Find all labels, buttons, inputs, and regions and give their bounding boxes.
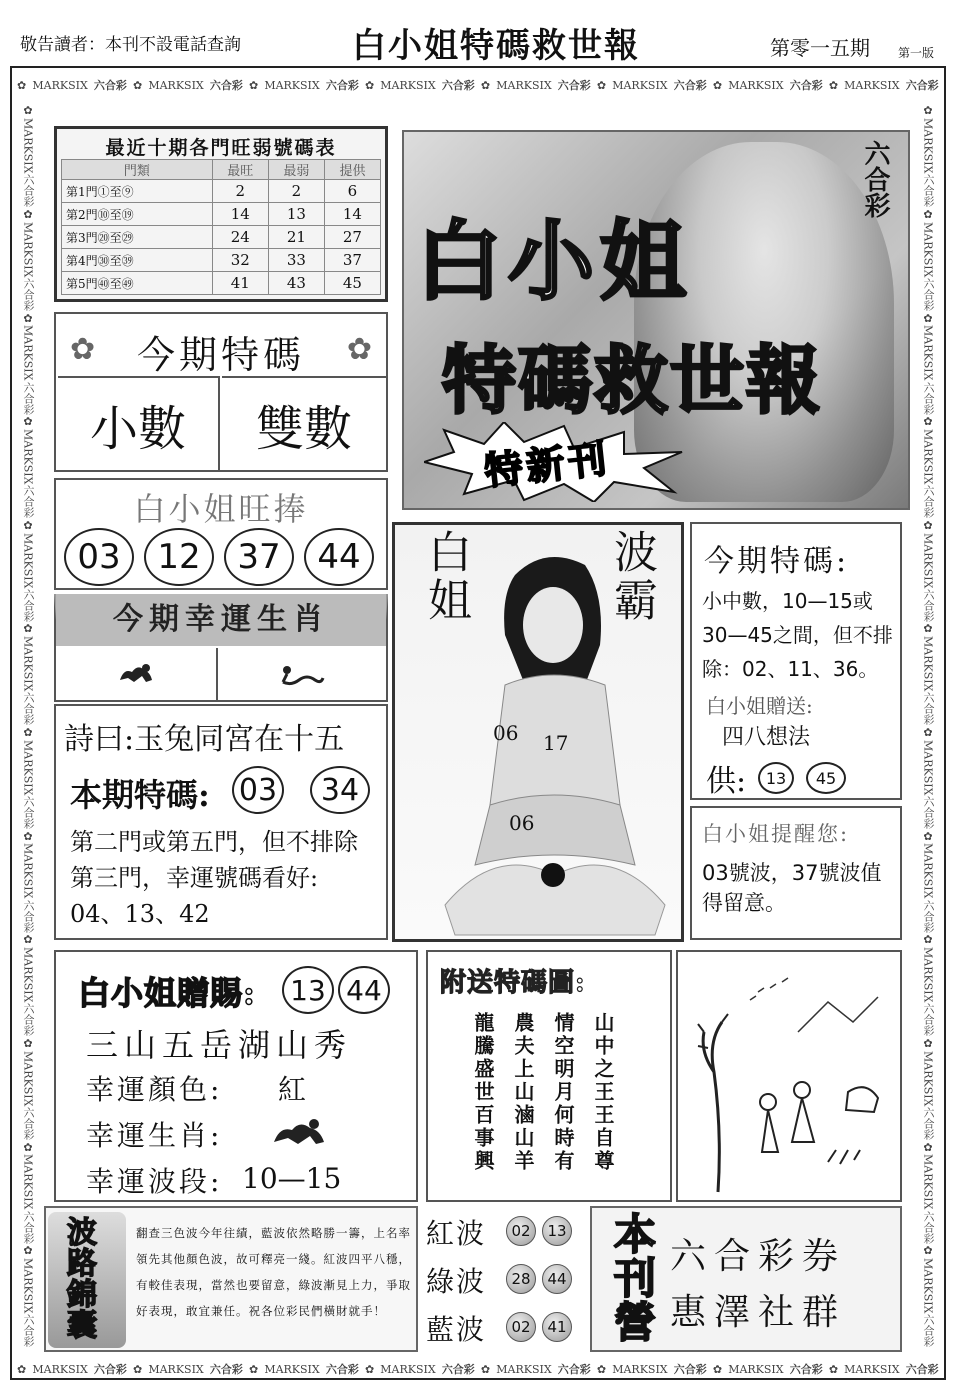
marksix-mark: MARKSIX	[496, 1362, 552, 1376]
publisher-slogan-1: 六合彩券	[670, 1236, 847, 1277]
liuhecai-mark: 六合彩	[789, 79, 823, 92]
edition-label: 第一版	[898, 46, 935, 60]
flower-icon: ✿	[21, 415, 35, 429]
marksix-mark: MARKSIX	[728, 78, 784, 92]
lucky-color-label: 幸運顏色:	[86, 1073, 223, 1106]
info-text: 小中數，10—15或30—45之間，但不排除：02、11、36。	[702, 589, 893, 681]
marksix-mark: MARKSIX	[21, 532, 35, 589]
border-left	[14, 104, 42, 1348]
gift-poem: 三山五岳湖山秀	[86, 1026, 353, 1064]
liuhecai-mark: 六合彩	[922, 1106, 935, 1140]
flower-icon: ✿	[21, 726, 35, 740]
liuhecai-mark: 六合彩	[557, 79, 591, 92]
liuhecai-mark: 六合彩	[325, 1363, 359, 1376]
liuhecai-mark: 六合彩	[673, 1363, 707, 1376]
flower-icon: ✿	[921, 207, 935, 221]
hot-cell: 14	[212, 203, 268, 226]
marksix-mark: MARKSIX	[21, 221, 35, 278]
landscape-drawing	[678, 952, 900, 1200]
flower-icon: ✿	[21, 104, 35, 118]
flower-icon: ✿	[921, 311, 935, 325]
offer-cell: 6	[324, 180, 380, 203]
number-ball: 12	[144, 528, 214, 586]
flower-icon: ✿	[596, 78, 607, 92]
marksix-mark: MARKSIX	[844, 1362, 900, 1376]
liuhecai-mark: 六合彩	[22, 1314, 35, 1348]
offer-cell: 27	[324, 226, 380, 249]
poem-column: 山中之王王自尊	[591, 1012, 615, 1173]
marksix-mark: MARKSIX	[921, 428, 935, 485]
marksix-mark: MARKSIX	[264, 1362, 320, 1376]
weak-cell: 43	[268, 272, 324, 295]
lucky-zodiac-panel	[54, 594, 388, 702]
liuhecai-mark: 六合彩	[93, 1363, 127, 1376]
hot-weak-table	[61, 159, 381, 295]
cover-banner	[402, 130, 910, 510]
door-cell: 第2門⑩至⑲	[62, 203, 213, 226]
liuhecai-mark: 六合彩	[922, 692, 935, 726]
flower-icon: ✿	[921, 933, 935, 947]
flower-icon: ✿	[480, 1362, 491, 1376]
wave-ball: 28	[506, 1264, 536, 1294]
monkey-icon	[56, 648, 218, 700]
table-row	[62, 180, 381, 203]
door-cell: 第5門㊵至㊾	[62, 272, 213, 295]
publisher-slogan-2: 惠澤社群	[670, 1292, 847, 1333]
flower-icon: ✿	[921, 1140, 935, 1154]
flower-icon: ✿	[828, 1362, 839, 1376]
marksix-mark: MARKSIX	[728, 1362, 784, 1376]
offer-cell: 45	[324, 272, 380, 295]
liuhecai-logo: 六合彩	[860, 140, 890, 218]
liuhecai-mark: 六合彩	[922, 1314, 935, 1348]
flower-icon: ✿	[21, 311, 35, 325]
flower-icon: ✿	[21, 1036, 35, 1050]
flower-icon: ✿	[921, 104, 935, 118]
marksix-mark: MARKSIX	[612, 1362, 668, 1376]
flower-icon: ✿	[346, 332, 372, 367]
marksix-mark: MARKSIX	[496, 78, 552, 92]
reminder-title: 白小姐提醒您:	[702, 822, 850, 846]
wave-ball: 02	[506, 1312, 536, 1342]
border-right	[914, 104, 942, 1348]
flower-icon: ✿	[21, 622, 35, 636]
weak-cell: 21	[268, 226, 324, 249]
header-hot: 最旺	[212, 160, 268, 180]
table-row	[62, 226, 381, 249]
marksix-mark: MARKSIX	[921, 636, 935, 692]
flower-icon: ✿	[70, 332, 96, 367]
liuhecai-mark: 六合彩	[905, 79, 939, 92]
flower-icon: ✿	[248, 1362, 259, 1376]
liuhecai-mark: 六合彩	[905, 1363, 939, 1376]
poem-column: 情空明月何時有	[551, 1012, 575, 1173]
flower-icon: ✿	[921, 1036, 935, 1050]
marksix-mark: MARKSIX	[380, 1362, 436, 1376]
flower-icon: ✿	[921, 518, 935, 532]
banner-title-line2: 特碼救世報	[442, 338, 822, 424]
flower-icon: ✿	[133, 78, 143, 92]
liuhecai-mark: 六合彩	[922, 381, 935, 415]
marksix-mark: MARKSIX	[21, 428, 35, 485]
marksix-mark: MARKSIX	[612, 78, 668, 92]
border-bottom	[14, 1354, 942, 1384]
number-ball: 13	[282, 966, 334, 1014]
flower-icon: ✿	[921, 415, 935, 429]
border-top	[14, 70, 942, 100]
flower-icon: ✿	[921, 622, 935, 636]
liuhecai-mark: 六合彩	[22, 692, 35, 726]
wave-ball: 13	[542, 1216, 572, 1246]
ink-drawing-panel	[676, 950, 902, 1202]
liuhecai-mark: 六合彩	[673, 79, 707, 92]
marksix-mark: MARKSIX	[921, 947, 935, 1003]
liuhecai-mark: 六合彩	[93, 79, 127, 92]
flower-icon: ✿	[364, 78, 375, 92]
liuhecai-mark: 六合彩	[22, 1106, 35, 1140]
number-ball: 45	[806, 762, 846, 794]
marksix-mark: MARKSIX	[921, 1257, 935, 1314]
number-ball: 37	[224, 528, 294, 586]
liuhecai-mark: 六合彩	[441, 1363, 475, 1376]
door-cell: 第1門①至⑨	[62, 180, 213, 203]
marksix-mark: MARKSIX	[21, 1154, 35, 1210]
poem-column: 龍騰盛世百事興	[471, 1012, 495, 1173]
door-cell: 第3門⑳至㉙	[62, 226, 213, 249]
lucky-wave-label: 幸運波段:	[86, 1165, 223, 1198]
flower-icon: ✿	[712, 1362, 723, 1376]
table-row	[62, 203, 381, 226]
publisher-panel	[590, 1206, 902, 1352]
flower-icon: ✿	[21, 933, 35, 947]
marksix-mark: MARKSIX	[921, 1050, 935, 1107]
issue-info-panel	[690, 522, 902, 800]
marksix-mark: MARKSIX	[21, 739, 35, 796]
number-ball: 03	[64, 528, 134, 586]
wave-tips-text: 翻查三色波今年往績，藍波依然略勝一籌，上名率領先其他顏色波，故可釋亮一綫。紅波四平八穩，有較佳表現，當然也要留意，綠波漸見上力，爭取好表現，敢宜兼任。祝各位彩民們橫財就手！	[136, 1226, 411, 1318]
wave-color-list	[424, 1206, 584, 1352]
table-row	[62, 272, 381, 295]
number-ball: 13	[758, 762, 794, 794]
special-option-even: 雙數	[222, 376, 386, 470]
wave-tips-panel	[44, 1206, 418, 1352]
liuhecai-mark: 六合彩	[922, 899, 935, 933]
lucky-zodiac-label: 幸運生肖:	[86, 1119, 223, 1152]
wave-label-green: 綠波	[426, 1265, 487, 1298]
marksix-mark: MARKSIX	[921, 221, 935, 278]
marksix-mark: MARKSIX	[921, 118, 935, 174]
liuhecai-mark: 六合彩	[922, 277, 935, 311]
liuhecai-mark: 六合彩	[922, 1003, 935, 1037]
weak-cell: 13	[268, 203, 324, 226]
hot-cell: 2	[212, 180, 268, 203]
hot-numbers-title: 白小姐旺捧	[133, 490, 309, 528]
paper-title: 白小姐特碼救世報	[352, 26, 640, 66]
weak-cell: 2	[268, 180, 324, 203]
new-issue-badge: 特新刊	[482, 435, 613, 494]
header-offer: 提供	[324, 160, 380, 180]
liuhecai-mark: 六合彩	[22, 899, 35, 933]
flower-icon: ✿	[21, 518, 35, 532]
wave-ball: 44	[542, 1264, 572, 1294]
poem-panel	[54, 704, 388, 940]
number-ball: 44	[304, 528, 374, 586]
wave-label-blue: 藍波	[426, 1313, 487, 1346]
flower-icon: ✿	[248, 78, 259, 92]
gift-text: 四八想法	[722, 725, 811, 750]
door-cell: 第4門㉚至㊴	[62, 249, 213, 272]
marksix-mark: MARKSIX	[32, 78, 88, 92]
special-option-small: 小數	[58, 376, 220, 470]
table-row	[62, 249, 381, 272]
hot-cell: 41	[212, 272, 268, 295]
wave-tips-badge-text: 波路錦囊	[61, 1216, 96, 1340]
poem-chart-columns	[472, 1012, 614, 1173]
reminder-panel	[690, 806, 902, 940]
poem-line: 詩曰:玉兔同宮在十五	[64, 722, 345, 757]
offer-cell: 37	[324, 249, 380, 272]
poem-chart-title: 附送特碼圖:	[440, 968, 586, 998]
flower-icon: ✿	[921, 829, 935, 843]
supply-label: 供:	[706, 764, 747, 799]
liuhecai-mark: 六合彩	[22, 588, 35, 622]
flower-icon: ✿	[921, 726, 935, 740]
liuhecai-mark: 六合彩	[22, 174, 35, 208]
liuhecai-mark: 六合彩	[441, 79, 475, 92]
liuhecai-mark: 六合彩	[22, 277, 35, 311]
marksix-mark: MARKSIX	[32, 1362, 88, 1376]
lucky-wave-value: 10—15	[242, 1162, 342, 1195]
liuhecai-mark: 六合彩	[22, 381, 35, 415]
header-door: 門類	[62, 160, 213, 180]
flower-icon: ✿	[921, 1244, 935, 1258]
lucky-zodiac-title: 今期幸運生肖	[56, 594, 386, 646]
liuhecai-mark: 六合彩	[922, 174, 935, 208]
liuhecai-mark: 六合彩	[557, 1363, 591, 1376]
gift-numbers-panel	[54, 950, 418, 1202]
special-code-panel	[54, 312, 388, 472]
liuhecai-mark: 六合彩	[922, 588, 935, 622]
hot-weak-table-panel	[54, 126, 388, 302]
marksix-mark: MARKSIX	[21, 118, 35, 174]
table-header-row	[62, 160, 381, 180]
flower-icon: ✿	[364, 1362, 375, 1376]
flower-icon: ✿	[21, 1140, 35, 1154]
wave-ball: 41	[542, 1312, 572, 1342]
gift-title: 白小姐贈賜:	[78, 974, 256, 1012]
flower-icon: ✿	[712, 78, 723, 92]
hot-cell: 24	[212, 226, 268, 249]
banner-title-line1: 白小姐	[416, 211, 692, 312]
publisher-label: 本刊營	[608, 1212, 657, 1344]
reader-notice: 敬告讀者：本刊不設電話查詢	[20, 35, 241, 55]
flower-icon: ✿	[21, 829, 35, 843]
flower-icon: ✿	[17, 78, 27, 92]
liuhecai-mark: 六合彩	[22, 1210, 35, 1244]
marksix-mark: MARKSIX	[921, 325, 935, 381]
photo-number: 06	[493, 721, 519, 745]
hot-numbers-panel	[54, 478, 388, 590]
liuhecai-mark: 六合彩	[789, 1363, 823, 1376]
marksix-mark: MARKSIX	[21, 636, 35, 692]
marksix-mark: MARKSIX	[148, 78, 204, 92]
monkey-icon	[270, 1116, 328, 1150]
photo-number: 06	[509, 811, 535, 835]
poem-chart-panel	[426, 950, 672, 1202]
flower-icon: ✿	[133, 1362, 143, 1376]
photo-caption-left: 白姐	[420, 529, 471, 625]
header-weak: 最弱	[268, 160, 324, 180]
flower-icon: ✿	[17, 1362, 27, 1376]
liuhecai-mark: 六合彩	[209, 79, 243, 92]
special-code-title: 今期特碼	[136, 333, 305, 377]
number-ball: 03	[232, 766, 284, 814]
marksix-mark: MARKSIX	[21, 325, 35, 381]
snake-icon	[218, 648, 386, 700]
reminder-text: 03號波，37號波值得留意。	[702, 861, 882, 915]
marksix-mark: MARKSIX	[921, 1154, 935, 1210]
wave-label-red: 紅波	[426, 1217, 487, 1250]
marksix-mark: MARKSIX	[264, 78, 320, 92]
liuhecai-mark: 六合彩	[22, 796, 35, 829]
photo-caption-right: 波霸	[606, 529, 657, 625]
number-ball: 34	[310, 766, 370, 814]
flower-icon: ✿	[596, 1362, 607, 1376]
marksix-mark: MARKSIX	[21, 947, 35, 1003]
marksix-mark: MARKSIX	[921, 843, 935, 899]
marksix-mark: MARKSIX	[148, 1362, 204, 1376]
flower-icon: ✿	[21, 207, 35, 221]
issue-code-label: 本期特碼:	[70, 776, 210, 814]
marksix-mark: MARKSIX	[921, 739, 935, 796]
poem-description: 第二門或第五門，但不排除第三門，幸運號碼看好: 04、13、42	[70, 828, 358, 928]
marksix-mark: MARKSIX	[380, 78, 436, 92]
hot-cell: 32	[212, 249, 268, 272]
model-photo-panel	[392, 522, 684, 942]
marksix-mark: MARKSIX	[844, 78, 900, 92]
liuhecai-mark: 六合彩	[22, 1003, 35, 1037]
liuhecai-mark: 六合彩	[325, 79, 359, 92]
marksix-mark: MARKSIX	[21, 843, 35, 899]
table-title: 最近十期各門旺弱號碼表	[105, 137, 337, 159]
gift-label: 白小姐贈送:	[706, 694, 813, 718]
marksix-mark: MARKSIX	[21, 1257, 35, 1314]
photo-number: 17	[543, 731, 569, 755]
issue-number: 第零一五期	[770, 36, 870, 60]
marksix-mark: MARKSIX	[921, 532, 935, 589]
number-ball: 44	[338, 966, 390, 1014]
wave-ball: 02	[506, 1216, 536, 1246]
liuhecai-mark: 六合彩	[209, 1363, 243, 1376]
liuhecai-mark: 六合彩	[22, 485, 35, 519]
flower-icon: ✿	[480, 78, 491, 92]
info-title: 今期特碼:	[704, 544, 850, 579]
flower-icon: ✿	[828, 78, 839, 92]
poem-column: 農夫上山滷山羊	[511, 1012, 535, 1173]
offer-cell: 14	[324, 203, 380, 226]
liuhecai-mark: 六合彩	[922, 1210, 935, 1244]
liuhecai-mark: 六合彩	[922, 796, 935, 829]
flower-icon: ✿	[21, 1244, 35, 1258]
lucky-color-value: 紅	[278, 1073, 307, 1106]
liuhecai-mark: 六合彩	[922, 485, 935, 519]
marksix-mark: MARKSIX	[21, 1050, 35, 1107]
weak-cell: 33	[268, 249, 324, 272]
